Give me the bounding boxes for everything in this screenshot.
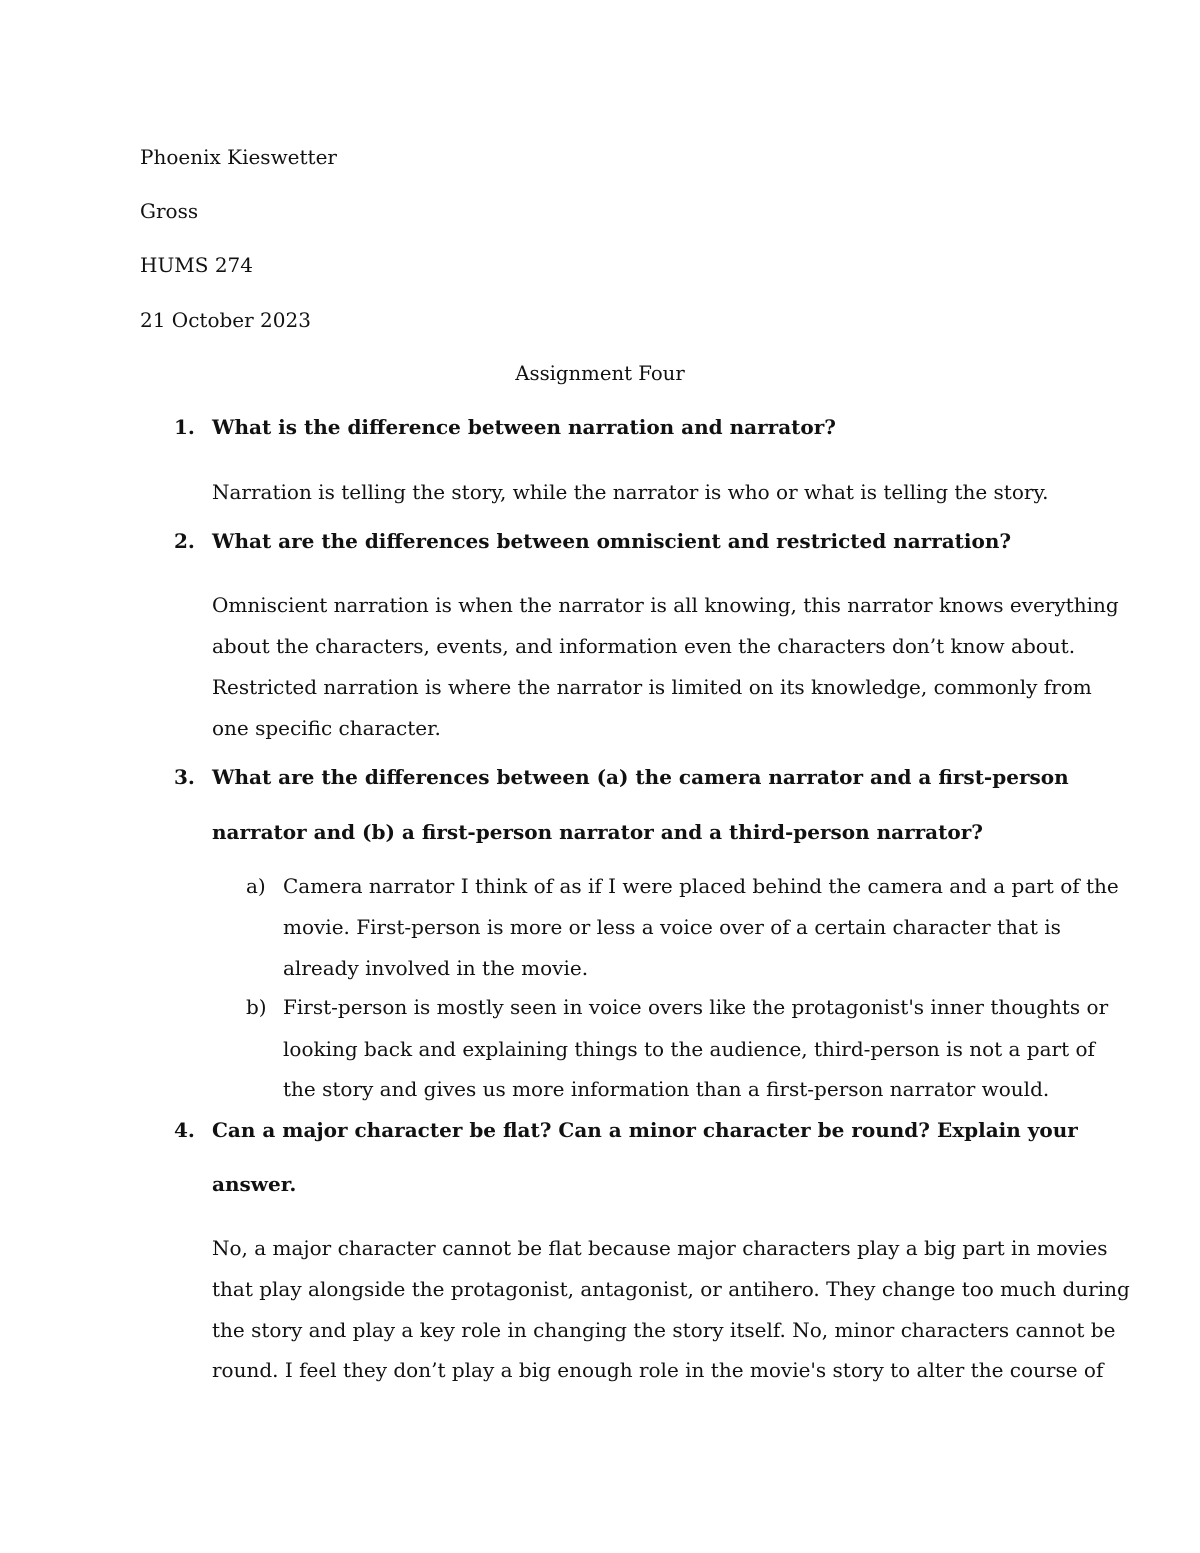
instructor-name: Gross <box>140 199 199 223</box>
sub-answer-label: a) <box>246 874 266 898</box>
answer-line: the story and gives us more information than a first-person narrator would. <box>283 1077 1050 1101</box>
answer-line: one specific character. <box>212 716 441 740</box>
answer-line: that play alongside the protagonist, antagonist, or antihero. They change too much during <box>212 1277 1130 1301</box>
question-text: answer. <box>212 1172 297 1196</box>
answer-line: No, a major character cannot be flat because major characters play a big part in movies <box>212 1236 1108 1260</box>
answer-line: round. I feel they don’t play a big enough role in the movie's story to alter the course of <box>212 1358 1104 1382</box>
course-code: HUMS 274 <box>140 253 254 277</box>
answer-line: the story and play a key role in changing the story itself. No, minor characters cannot be <box>212 1318 1116 1342</box>
answer-line: about the characters, events, and information even the characters don’t know about. <box>212 634 1076 658</box>
question-text: Can a major character be flat? Can a minor character be round? Explain your <box>212 1118 1078 1142</box>
answer-line: Camera narrator I think of as if I were placed behind the camera and a part of the <box>283 874 1119 898</box>
question-text: narrator and (b) a first-person narrator and a third-person narrator? <box>212 820 983 844</box>
answer-line: Narration is telling the story, while the narrator is who or what is telling the story. <box>212 480 1049 504</box>
question-number: 1. <box>174 415 195 439</box>
answer-line: already involved in the movie. <box>283 956 589 980</box>
answer-line: Restricted narration is where the narrator is limited on its knowledge, commonly from <box>212 675 1092 699</box>
question-text: What is the difference between narration and narrator? <box>212 415 836 439</box>
document-date: 21 October 2023 <box>140 308 311 332</box>
student-name: Phoenix Kieswetter <box>140 145 337 169</box>
question-number: 4. <box>174 1118 195 1142</box>
answer-line: looking back and explaining things to the audience, third-person is not a part of <box>283 1037 1095 1061</box>
question-text: What are the differences between (a) the camera narrator and a first-person <box>212 765 1069 789</box>
answer-line: First-person is mostly seen in voice overs like the protagonist's inner thoughts or <box>283 995 1109 1019</box>
question-text: What are the differences between omniscient and restricted narration? <box>212 529 1012 553</box>
answer-line: movie. First-person is more or less a voice over of a certain character that is <box>283 915 1061 939</box>
answer-line: Omniscient narration is when the narrator is all knowing, this narrator knows everything <box>212 593 1119 617</box>
question-number: 3. <box>174 765 195 789</box>
document-title: Assignment Four <box>515 362 685 385</box>
question-number: 2. <box>174 529 195 553</box>
sub-answer-label: b) <box>246 995 267 1019</box>
